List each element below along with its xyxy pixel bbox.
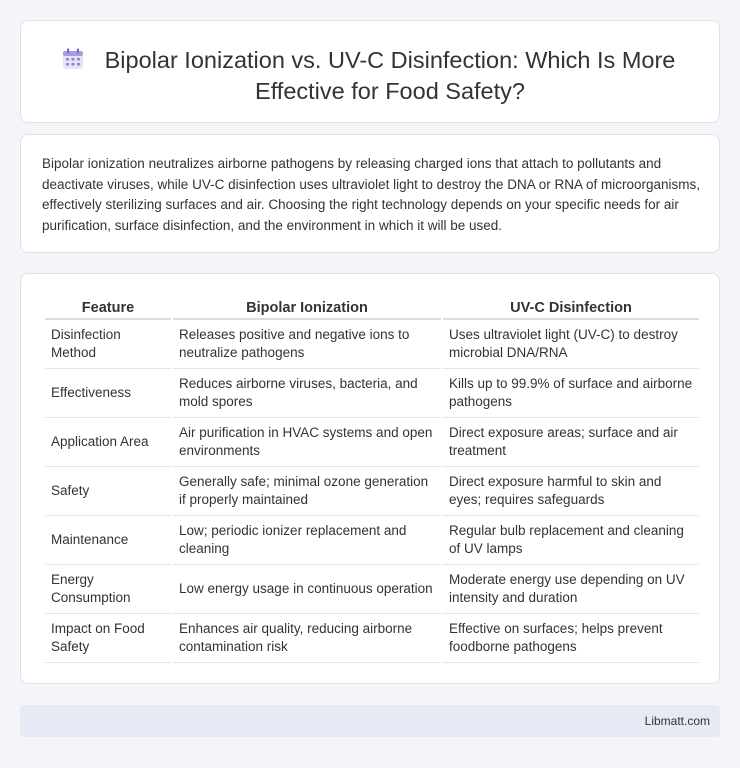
bipolar-cell: Reduces airborne viruses, bacteria, and mold spores [173,369,441,418]
bipolar-cell: Low; periodic ionizer replacement and cleaning [173,516,441,565]
bipolar-cell: Air purification in HVAC systems and open environments [173,418,441,467]
bipolar-cell: Releases positive and negative ions to neutralize pathogens [173,320,441,369]
column-header-feature: Feature [45,294,171,320]
uvc-cell: Kills up to 99.9% of surface and airborne pathogens [443,369,699,418]
footer-bar [20,705,720,737]
uvc-cell: Moderate energy use depending on UV intensity and duration [443,565,699,614]
feature-cell: Effectiveness [45,369,171,418]
bipolar-cell: Enhances air quality, reducing airborne contamination risk [173,614,441,663]
table-row [45,467,699,516]
table-row [45,565,699,614]
feature-cell: Disinfection Method [45,320,171,369]
summary-paragraph: Bipolar ionization neutralizes airborne pathogens by releasing charged ions that attach to pollutants and deactivate viruses, while UV-C disinfection uses ultraviolet light to destroy the DNA or RNA of microorganisms, effectively sterilizing surfaces and air. Choosing the right technology depends on your specific needs for air purification, surface disinfection, and the environment in which it will be used. [42,156,701,233]
table-row [45,516,699,565]
uvc-cell: Regular bulb replacement and cleaning of UV lamps [443,516,699,565]
feature-cell: Maintenance [45,516,171,565]
comparison-card [20,273,720,684]
summary-card [20,134,720,253]
table-row [45,369,699,418]
feature-cell: Impact on Food Safety [45,614,171,663]
table-row [45,418,699,467]
bipolar-cell: Generally safe; minimal ozone generation if properly maintained [173,467,441,516]
feature-cell: Energy Consumption [45,565,171,614]
table-header-row [45,294,699,320]
uvc-cell: Effective on surfaces; helps prevent foodborne pathogens [443,614,699,663]
title-card [20,20,720,123]
feature-cell: Safety [45,467,171,516]
uvc-cell: Uses ultraviolet light (UV-C) to destroy microbial DNA/RNA [443,320,699,369]
table-row [45,614,699,663]
feature-cell: Application Area [45,418,171,467]
page-title: Bipolar Ionization vs. UV-C Disinfection: Which Is More Effective for Food Safety? [104,47,676,104]
uvc-cell: Direct exposure areas; surface and air treatment [443,418,699,467]
column-header-bipolar-ionization: Bipolar Ionization [173,294,441,320]
footer-site-link[interactable]: Libmatt.com [644,714,710,728]
comparison-table [43,294,701,663]
column-header-uvc-disinfection: UV-C Disinfection [443,294,699,320]
uvc-cell: Direct exposure harmful to skin and eyes; requires safeguards [443,467,699,516]
table-row [45,320,699,369]
bipolar-cell: Low energy usage in continuous operation [173,565,441,614]
